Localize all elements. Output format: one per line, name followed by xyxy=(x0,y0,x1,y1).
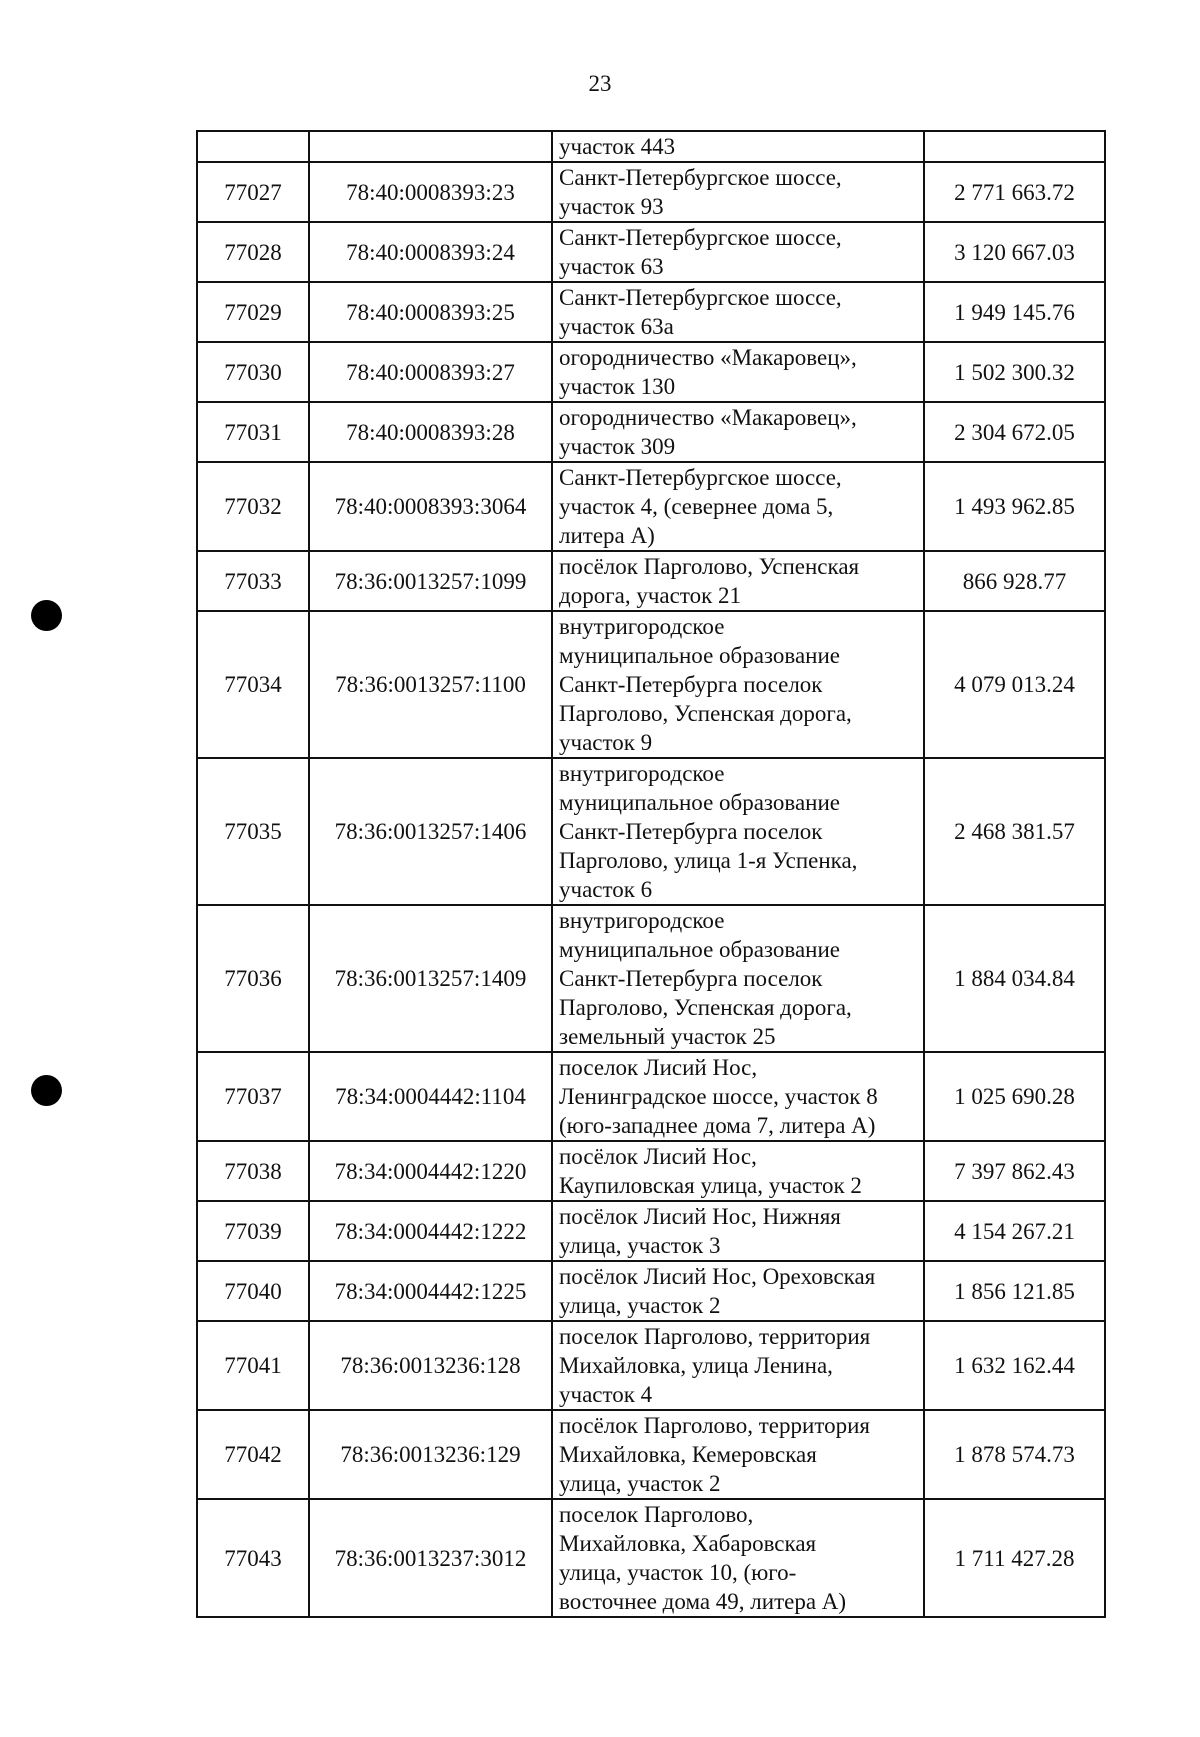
table-row xyxy=(197,758,1105,905)
cadastral-value-cell: 2 468 381.57 xyxy=(924,758,1105,905)
address-cell: посёлок Лисий Нос, Нижняя улица, участок 3 xyxy=(552,1201,924,1261)
cadastral-value-cell: 1 025 690.28 xyxy=(924,1052,1105,1141)
cadastral-number-cell: 78:40:0008393:25 xyxy=(309,282,552,342)
cadastral-value-cell: 1 493 962.85 xyxy=(924,462,1105,551)
address-cell: внутригородское муниципальное образование Санкт-Петербурга поселок Парголово, Успенская дорога, земельный участок 25 xyxy=(552,905,924,1052)
table-row xyxy=(197,1052,1105,1141)
row-number-cell xyxy=(197,131,309,162)
address-cell: поселок Лисий Нос, Ленинградское шоссе, участок 8 (юго-западнее дома 7, литера А) xyxy=(552,1052,924,1141)
table-row xyxy=(197,222,1105,282)
cadastral-value-cell: 1 502 300.32 xyxy=(924,342,1105,402)
row-number-cell: 77040 xyxy=(197,1261,309,1321)
cadastral-value-cell: 1 711 427.28 xyxy=(924,1499,1105,1617)
address-cell: поселок Парголово, Михайловка, Хабаровская улица, участок 10, (юго- восточнее дома 49, литера А) xyxy=(552,1499,924,1617)
cadastral-value-cell: 1 878 574.73 xyxy=(924,1410,1105,1499)
table-row xyxy=(197,1410,1105,1499)
row-number-cell: 77031 xyxy=(197,402,309,462)
row-number-cell: 77038 xyxy=(197,1141,309,1201)
table-row xyxy=(197,282,1105,342)
cadastral-value-cell: 4 079 013.24 xyxy=(924,611,1105,758)
address-cell: посёлок Парголово, территория Михайловка, Кемеровская улица, участок 2 xyxy=(552,1410,924,1499)
cadastral-number-cell: 78:36:0013257:1099 xyxy=(309,551,552,611)
cadastral-number-cell: 78:40:0008393:3064 xyxy=(309,462,552,551)
table-row xyxy=(197,162,1105,222)
row-number-cell: 77033 xyxy=(197,551,309,611)
address-cell: посёлок Лисий Нос, Каупиловская улица, участок 2 xyxy=(552,1141,924,1201)
page-number: 23 xyxy=(588,71,612,96)
address-cell: поселок Парголово, территория Михайловка, улица Ленина, участок 4 xyxy=(552,1321,924,1410)
land-plot-table xyxy=(196,130,1106,1618)
cadastral-number-cell: 78:34:0004442:1104 xyxy=(309,1052,552,1141)
cadastral-number-cell: 78:40:0008393:24 xyxy=(309,222,552,282)
cadastral-number-cell: 78:40:0008393:23 xyxy=(309,162,552,222)
cadastral-number-cell: 78:36:0013236:129 xyxy=(309,1410,552,1499)
cadastral-number-cell: 78:36:0013257:1409 xyxy=(309,905,552,1052)
table-row-continuation xyxy=(197,131,1105,162)
row-number-cell: 77030 xyxy=(197,342,309,402)
cadastral-number-cell: 78:40:0008393:27 xyxy=(309,342,552,402)
row-number-cell: 77042 xyxy=(197,1410,309,1499)
row-number-cell: 77036 xyxy=(197,905,309,1052)
address-cell: Санкт-Петербургское шоссе, участок 4, (севернее дома 5, литера А) xyxy=(552,462,924,551)
address-cell: огородничество «Макаровец», участок 309 xyxy=(552,402,924,462)
row-number-cell: 77027 xyxy=(197,162,309,222)
cadastral-value-cell: 866 928.77 xyxy=(924,551,1105,611)
cadastral-value-cell: 4 154 267.21 xyxy=(924,1201,1105,1261)
cadastral-number-cell: 78:36:0013237:3012 xyxy=(309,1499,552,1617)
address-cell: Санкт-Петербургское шоссе, участок 63 xyxy=(552,222,924,282)
row-number-cell: 77043 xyxy=(197,1499,309,1617)
cadastral-number-cell xyxy=(309,131,552,162)
address-cell: посёлок Лисий Нос, Ореховская улица, участок 2 xyxy=(552,1261,924,1321)
table-row xyxy=(197,462,1105,551)
row-number-cell: 77029 xyxy=(197,282,309,342)
table-row xyxy=(197,1321,1105,1410)
row-number-cell: 77035 xyxy=(197,758,309,905)
address-cell: Санкт-Петербургское шоссе, участок 93 xyxy=(552,162,924,222)
table-row xyxy=(197,1261,1105,1321)
table-row xyxy=(197,342,1105,402)
row-number-cell: 77039 xyxy=(197,1201,309,1261)
address-cell: Санкт-Петербургское шоссе, участок 63а xyxy=(552,282,924,342)
cadastral-value-cell: 3 120 667.03 xyxy=(924,222,1105,282)
address-cell: внутригородское муниципальное образование Санкт-Петербурга поселок Парголово, Успенская дорога, участок 9 xyxy=(552,611,924,758)
land-plot-table-body xyxy=(197,131,1105,1617)
table-row xyxy=(197,905,1105,1052)
cadastral-number-cell: 78:34:0004442:1222 xyxy=(309,1201,552,1261)
cadastral-value-cell: 2 771 663.72 xyxy=(924,162,1105,222)
address-cell: участок 443 xyxy=(552,131,924,162)
cadastral-number-cell: 78:36:0013236:128 xyxy=(309,1321,552,1410)
table-row xyxy=(197,1499,1105,1617)
row-number-cell: 77037 xyxy=(197,1052,309,1141)
table-row xyxy=(197,1201,1105,1261)
cadastral-number-cell: 78:36:0013257:1406 xyxy=(309,758,552,905)
address-cell: внутригородское муниципальное образование Санкт-Петербурга поселок Парголово, улица 1-я Успенка, участок 6 xyxy=(552,758,924,905)
punch-hole-mark xyxy=(31,600,62,631)
cadastral-number-cell: 78:36:0013257:1100 xyxy=(309,611,552,758)
punch-hole-mark xyxy=(31,1075,62,1106)
row-number-cell: 77034 xyxy=(197,611,309,758)
cadastral-number-cell: 78:34:0004442:1225 xyxy=(309,1261,552,1321)
address-cell: посёлок Парголово, Успенская дорога, участок 21 xyxy=(552,551,924,611)
cadastral-value-cell: 7 397 862.43 xyxy=(924,1141,1105,1201)
cadastral-value-cell: 1 856 121.85 xyxy=(924,1261,1105,1321)
cadastral-number-cell: 78:40:0008393:28 xyxy=(309,402,552,462)
row-number-cell: 77028 xyxy=(197,222,309,282)
cadastral-value-cell: 1 632 162.44 xyxy=(924,1321,1105,1410)
table-row xyxy=(197,611,1105,758)
table-row xyxy=(197,551,1105,611)
cadastral-value-cell xyxy=(924,131,1105,162)
row-number-cell: 77032 xyxy=(197,462,309,551)
row-number-cell: 77041 xyxy=(197,1321,309,1410)
cadastral-number-cell: 78:34:0004442:1220 xyxy=(309,1141,552,1201)
cadastral-value-cell: 1 884 034.84 xyxy=(924,905,1105,1052)
cadastral-value-cell: 1 949 145.76 xyxy=(924,282,1105,342)
table-row xyxy=(197,402,1105,462)
cadastral-value-cell: 2 304 672.05 xyxy=(924,402,1105,462)
table-row xyxy=(197,1141,1105,1201)
address-cell: огородничество «Макаровец», участок 130 xyxy=(552,342,924,402)
